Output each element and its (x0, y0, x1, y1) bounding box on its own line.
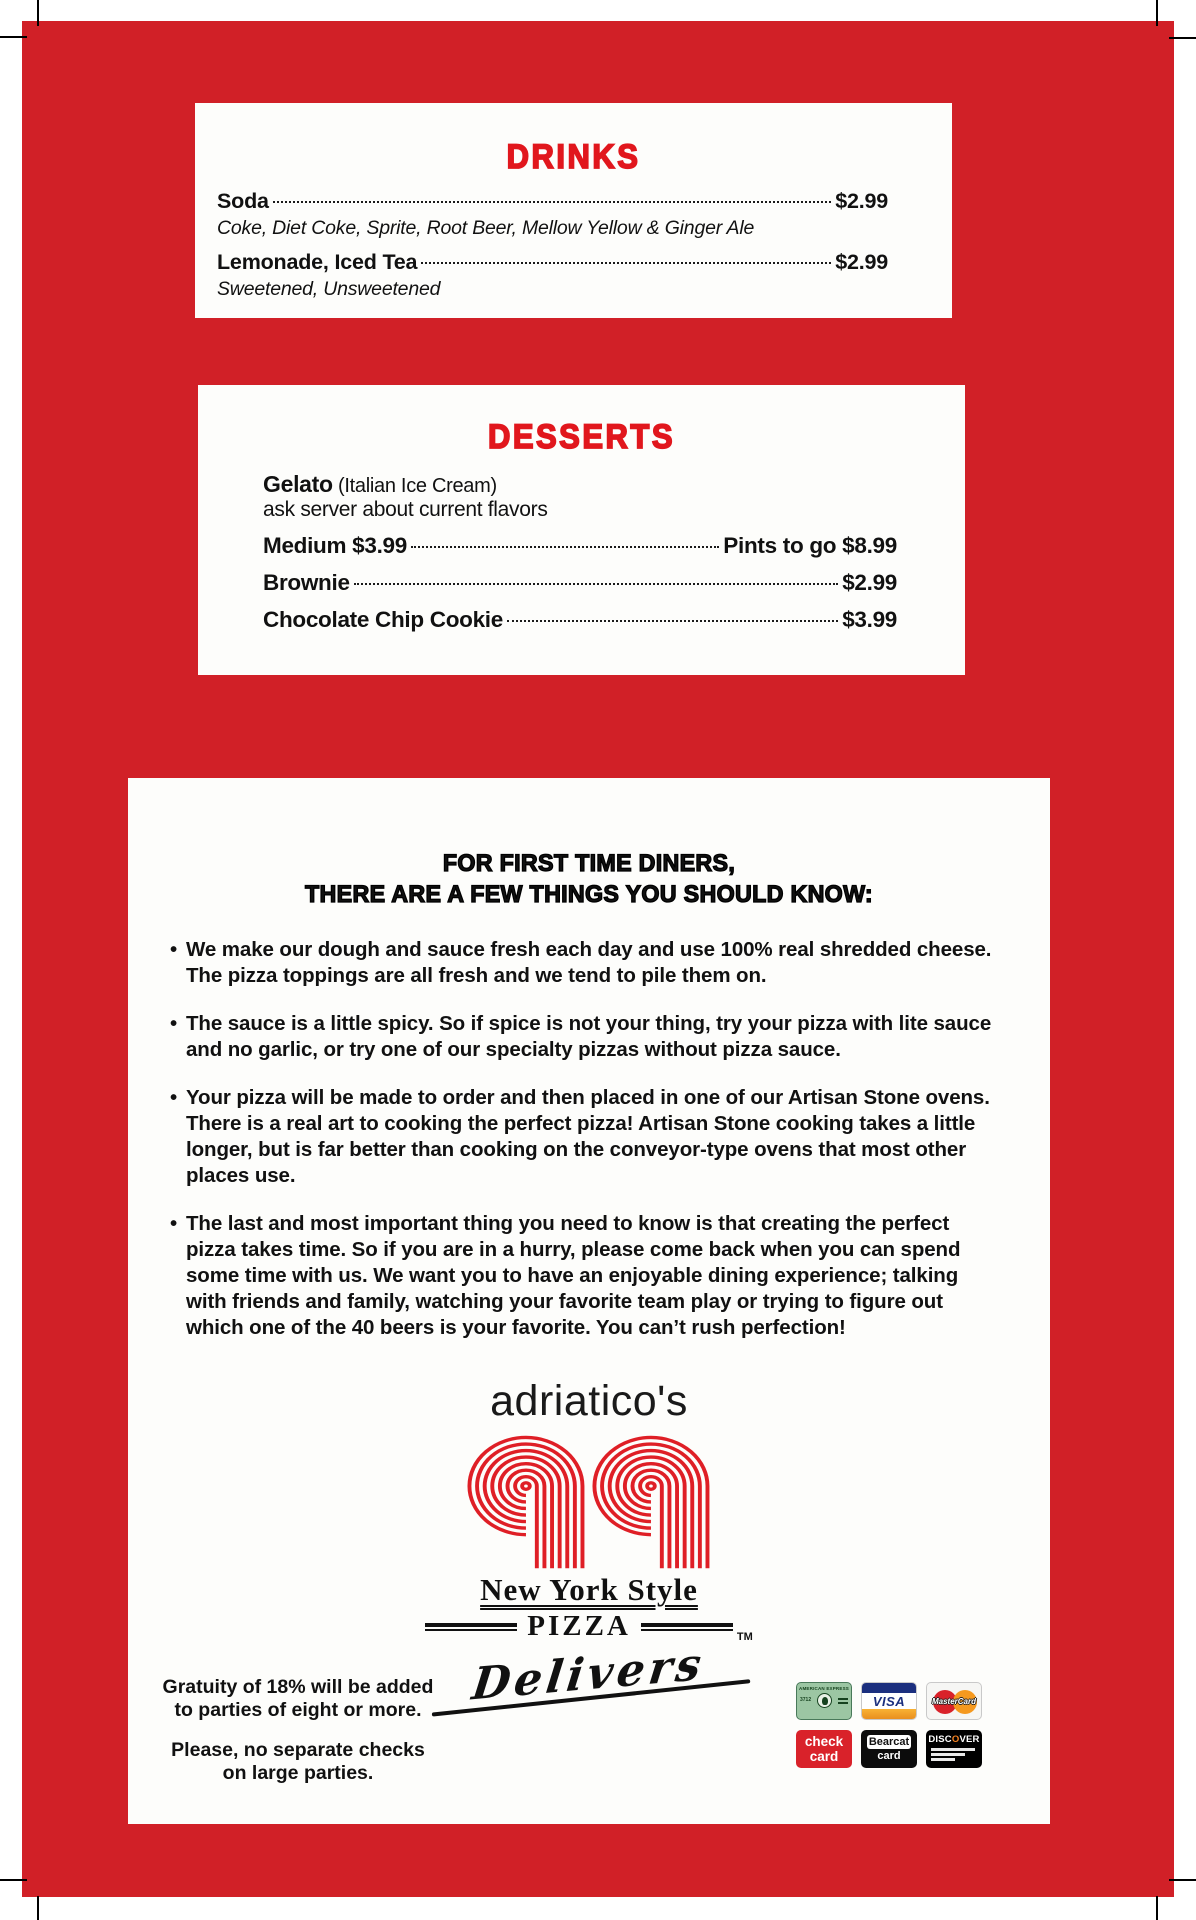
menu-item-description: ask server about current flavors (263, 498, 548, 521)
menu-item-name: Chocolate Chip Cookie (263, 607, 503, 632)
info-bullet: • Your pizza will be made to order and then placed in one of our Artisan Stone ovens. There is a real art to cooking the perfect pizza! Artisan Stone cooking takes a little longer, but is far better than cooking on the conveyor-type ovens that most other places use. (170, 1085, 992, 1189)
menu-item-note: (Italian Ice Cream) (338, 475, 497, 497)
dotted-leader (421, 262, 831, 264)
info-heading-line1: FOR FIRST TIME DINERS, (442, 850, 736, 877)
tagline-new-york-style: New York Style (480, 1572, 698, 1607)
dotted-leader (273, 201, 831, 203)
menu-item-description: Coke, Diet Coke, Sprite, Root Beer, Mellow Yellow & Ginger Ale (217, 217, 755, 239)
gratuity-line2: to parties of eight or more. (174, 1699, 422, 1721)
adriaticos-arches-logo-icon (464, 1430, 714, 1572)
info-heading-line2: THERE ARE A FEW THINGS YOU SHOULD KNOW: (305, 881, 873, 908)
crop-mark (0, 36, 27, 38)
visa-card-icon (861, 1682, 917, 1720)
dotted-leader (507, 620, 838, 622)
double-rule (425, 1623, 517, 1631)
menu-item-price: $3.99 (842, 607, 897, 632)
gratuity-note (162, 1676, 434, 1785)
desserts-section (198, 385, 965, 675)
mastercard-card-icon (926, 1682, 982, 1720)
tagline-delivers-wrap (417, 1634, 760, 1714)
checks-line1: Please, no separate checks (171, 1739, 425, 1761)
menu-item-name: Brownie (263, 570, 350, 595)
tagline-pizza-row (128, 1610, 1050, 1643)
crop-mark (1169, 1879, 1196, 1881)
accepted-cards-grid (796, 1682, 982, 1768)
tagline-delivers: Delivers (469, 1638, 709, 1711)
menu-item-row (263, 471, 897, 498)
crop-mark (37, 1896, 39, 1920)
menu-item-name: Lemonade, Iced Tea (217, 250, 418, 274)
checks-line2: on large parties. (222, 1762, 374, 1784)
menu-item-row (217, 250, 888, 275)
amex-centurion-icon (817, 1693, 832, 1708)
visa-gold-band (862, 1709, 916, 1719)
discover-orange-o: O (951, 1734, 960, 1745)
discover-wordmark: DISCOVER (928, 1734, 980, 1745)
crop-mark (37, 0, 39, 26)
dotted-leader (411, 546, 719, 548)
first-time-diners-section (128, 778, 1050, 1824)
check-card-line2: card (809, 1749, 839, 1764)
bearcat-label: Bearcat (868, 1736, 910, 1748)
info-bullet: • The sauce is a little spicy. So if spice is not your thing, try your pizza with lite sauce and no garlic, or try one of our specialty pizzas without pizza sauce. (170, 1011, 992, 1063)
double-rule (641, 1623, 733, 1631)
check-card-line1: check (804, 1734, 844, 1749)
tagline-pizza: PIZZA (527, 1610, 631, 1642)
crop-mark (1156, 0, 1158, 26)
menu-item-price: $2.99 (842, 570, 897, 595)
info-bullet-list (170, 937, 992, 1341)
menu-item-name: Soda (217, 189, 269, 213)
crop-mark (1156, 1896, 1158, 1920)
menu-item-price: Pints to go $8.99 (723, 533, 897, 558)
info-bullet: • The last and most important thing you need to know is that creating the perfect pizza takes time. So if you are in a hurry, please come back when you can spend some time with us. We want you to have an enjoyable dining experience; talking with friends and family, watching your favorite team play or trying to figure out which one of the 40 beers is your favorite. You can’t rush perfection! (170, 1211, 992, 1341)
mastercard-wordmark: MasterCard (931, 1697, 976, 1706)
bearcat-card-icon (861, 1730, 917, 1768)
discover-detail-lines (931, 1748, 977, 1761)
menu-item-name: Medium $3.99 (263, 533, 407, 558)
crop-mark (0, 1879, 27, 1881)
menu-item-row (263, 607, 897, 633)
menu-item-name: Gelato (263, 471, 333, 497)
amex-detail-bars (838, 1698, 848, 1704)
visa-blue-band (862, 1683, 916, 1693)
info-heading (142, 848, 1036, 910)
gratuity-line1: Gratuity of 18% will be added (162, 1676, 434, 1698)
menu-item-price: $2.99 (835, 250, 888, 274)
menu-item-row (263, 570, 897, 596)
drinks-title: DRINKS (506, 137, 641, 176)
amex-number: 3712 (800, 1697, 812, 1703)
bearcat-card-label: card (877, 1750, 901, 1762)
desserts-title: DESSERTS (487, 417, 676, 456)
check-card-icon (796, 1730, 852, 1768)
brand-name: adriatico's (490, 1377, 688, 1425)
crop-mark (1169, 37, 1196, 39)
menu-item-description: Sweetened, Unsweetened (217, 278, 441, 300)
drinks-section (195, 103, 952, 318)
american-express-card-icon (796, 1682, 852, 1720)
amex-label: AMERICAN EXPRESS (799, 1686, 849, 1691)
dotted-leader (354, 583, 839, 585)
trademark-label: TM (736, 1630, 753, 1643)
menu-item-row (217, 189, 888, 214)
visa-wordmark: VISA (872, 1693, 906, 1709)
menu-item-price: $2.99 (835, 189, 888, 213)
menu-item-row (263, 533, 897, 559)
info-bullet: • We make our dough and sauce fresh each day and use 100% real shredded cheese. The pizza toppings are all fresh and we tend to pile them on. (170, 937, 992, 989)
discover-card-icon (926, 1730, 982, 1768)
